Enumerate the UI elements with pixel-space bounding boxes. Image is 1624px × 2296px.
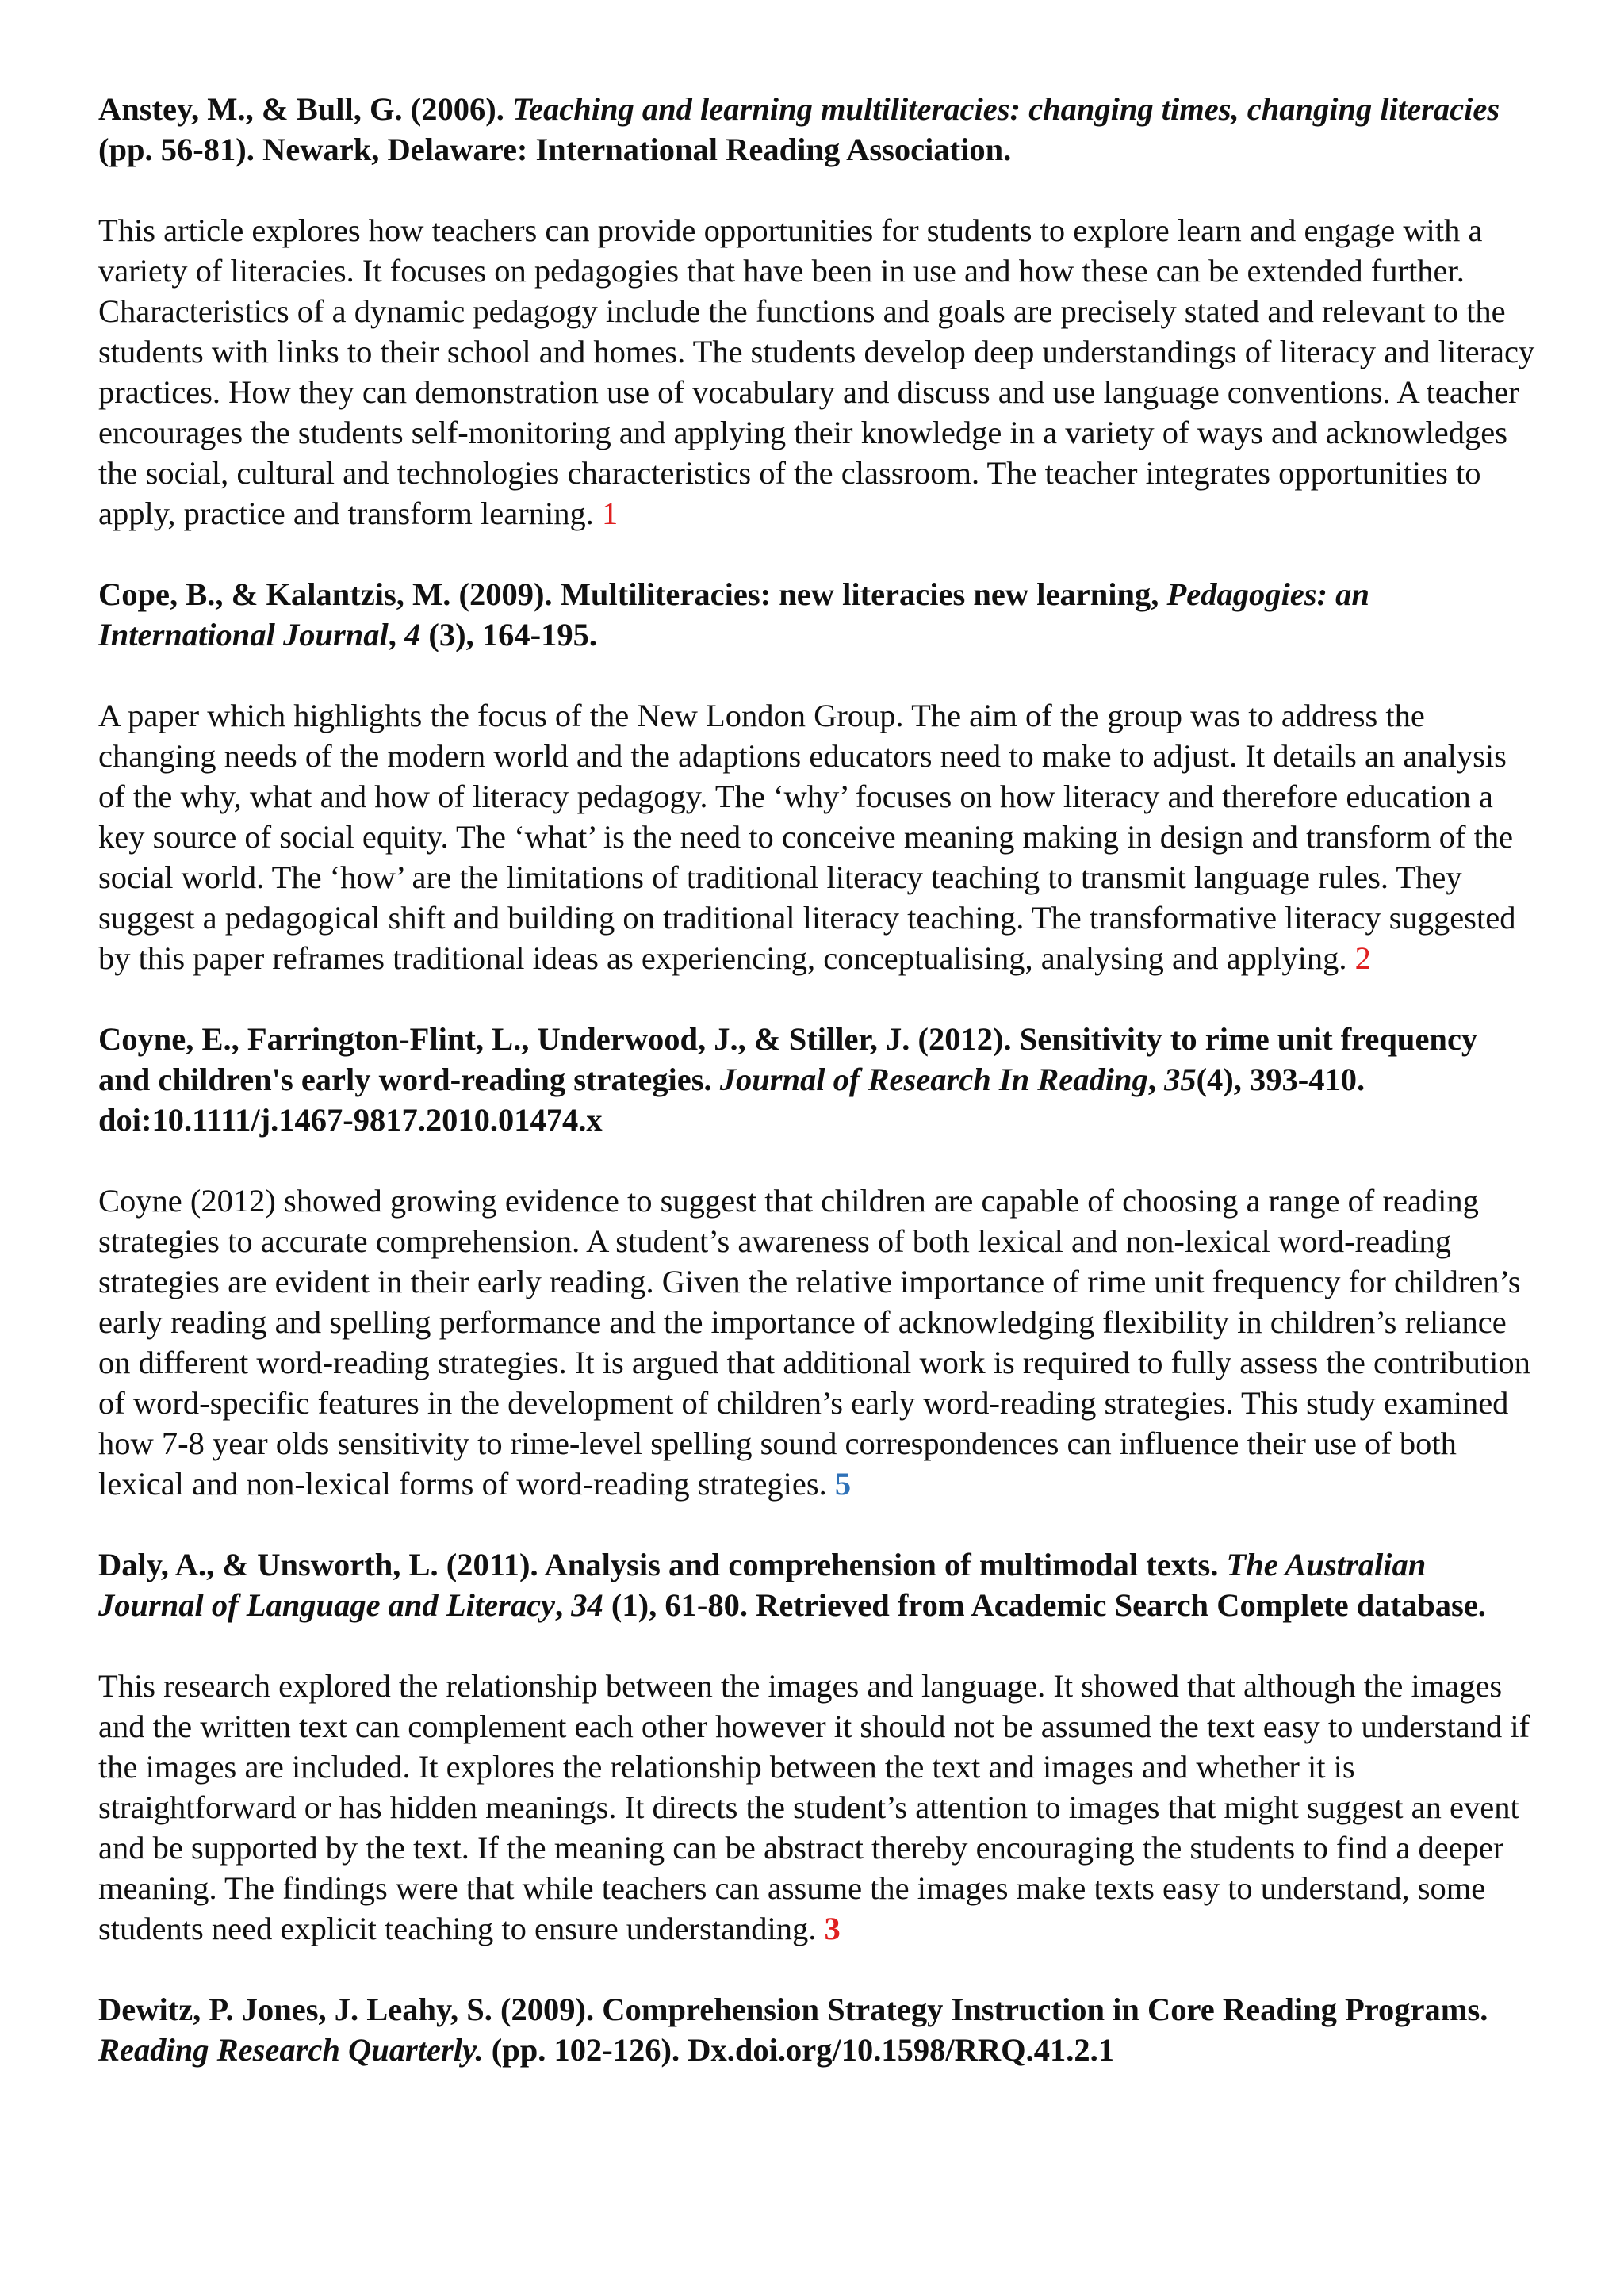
citation-text: Coyne, E., Farrington-Flint, L., Underwood, J., & Stiller, J. (2012). Sensitivity to rime unit frequency and children's early word-reading strategies. (98, 1021, 1478, 1097)
bibliography-entry (98, 1019, 1537, 1504)
citation-title-italic: Teaching and learning multiliteracies: changing times, changing literacies (512, 91, 1500, 127)
citation-text: Cope, B., & Kalantzis, M. (2009). Multiliteracies: new literacies new learning, (98, 576, 1167, 612)
citation-volume-italic: 34 (571, 1587, 603, 1623)
bibliography-entry (98, 89, 1537, 534)
citation-text: (3), 164-195. (420, 617, 597, 652)
annotation-text: A paper which highlights the focus of the New London Group. The aim of the group was to address the changing needs of the modern world and the adaptions educators need to make to adjust. It details an analysis of the why, what and how of literacy pedagogy. The ‘why’ focuses on how literacy and therefore education a key source of social equity. The ‘what’ is the need to conceive meaning making in design and transform of the social world. The ‘how’ are the limitations of traditional literacy teaching to transmit language rules. They suggest a pedagogical shift and building on traditional literacy teaching. The transformative literacy suggested by this paper reframes traditional ideas as experiencing, conceptualising, analysing and applying. (98, 698, 1516, 976)
citation (98, 1989, 1537, 2070)
citation (98, 89, 1537, 170)
citation-text: (pp. 102-126). Dx.doi.org/10.1598/RRQ.41.2.1 (483, 2032, 1115, 2068)
citation-text: Daly, A., & Unsworth, L. (2011). Analysis and comprehension of multimodal texts. (98, 1547, 1227, 1582)
annotation-text: This article explores how teachers can provide opportunities for students to explore learn and engage with a variety of literacies. It focuses on pedagogies that have been in use and how these can be extended further. Characteristics of a dynamic pedagogy include the functions and goals are precisely stated and relevant to the students with links to their school and homes. The students develop deep understandings of literacy and literacy practices. How they can demonstration use of vocabulary and discuss and use language conventions. A teacher encourages the students self-monitoring and applying their knowledge in a variety of ways and acknowledges the social, cultural and technologies characteristics of the classroom. The teacher integrates opportunities to apply, practice and transform learning. (98, 212, 1535, 531)
citation-journal-italic: The Australian Journal of Language and Literacy (98, 1547, 1427, 1623)
annotation (98, 1666, 1537, 1949)
citation-text: , (555, 1587, 572, 1623)
citation-text: Anstey, M., & Bull, G. (2006). (98, 91, 512, 127)
citation-journal-italic: Pedagogies: an International Journal (98, 576, 1369, 652)
bibliography-entry (98, 1544, 1537, 1949)
citation (98, 1544, 1537, 1625)
citation-text: , (1147, 1062, 1165, 1097)
annotation-marker: 5 (834, 1466, 852, 1502)
annotation-marker: 3 (824, 1911, 841, 1946)
citation-volume-italic: 4 (404, 617, 421, 652)
annotation (98, 1181, 1537, 1504)
annotation (98, 210, 1537, 534)
citation-text: (4), 393-410. doi:10.1111/j.1467-9817.2010.01474.x (98, 1062, 1365, 1138)
annotation-marker: 1 (602, 496, 619, 531)
annotation-text: Coyne (2012) showed growing evidence to suggest that children are capable of choosing a range of reading strategies to accurate comprehension. A student’s awareness of both lexical and non-lexical word-reading strategies are evident in their early reading. Given the relative importance of rime unit frequency for children’s early reading and spelling performance and the importance of acknowledging flexibility in children’s reliance on different word-reading strategies. It is argued that additional work is required to fully assess the contribution of word-specific features in the development of children’s early word-reading strategies. This study examined how 7-8 year olds sensitivity to rime-level spelling sound correspondences can influence their use of both lexical and non-lexical forms of word-reading strategies. (98, 1183, 1530, 1502)
annotation-marker: 2 (1354, 940, 1371, 976)
citation-text: , (388, 617, 405, 652)
citation (98, 574, 1537, 655)
citation (98, 1019, 1537, 1140)
citation-text: (1), 61-80. Retrieved from Academic Search Complete database. (603, 1587, 1486, 1623)
citation-journal-italic: Reading Research Quarterly. (98, 2032, 484, 2068)
citation-text: (pp. 56-81). Newark, Delaware: International Reading Association. (98, 132, 1012, 167)
annotation (98, 695, 1537, 978)
bibliography-entry (98, 574, 1537, 978)
citation-journal-italic: Journal of Research In Reading (719, 1062, 1148, 1097)
bibliography-entry (98, 1989, 1537, 2070)
citation-text: Dewitz, P. Jones, J. Leahy, S. (2009). Comprehension Strategy Instruction in Core Reading Programs. (98, 1992, 1488, 2027)
citation-volume-italic: 35 (1164, 1062, 1197, 1097)
annotation-text: This research explored the relationship between the images and language. It showed that although the images and the written text can complement each other however it should not be assumed the text easy to understand if the images are included. It explores the relationship between the text and images and whether it is straightforward or has hidden meanings. It directs the student’s attention to images that might suggest an event and be supported by the text. If the meaning can be abstract thereby encouraging the students to find a deeper meaning. The findings were that while teachers can assume the images make texts easy to understand, some students need explicit teaching to ensure understanding. (98, 1668, 1530, 1946)
